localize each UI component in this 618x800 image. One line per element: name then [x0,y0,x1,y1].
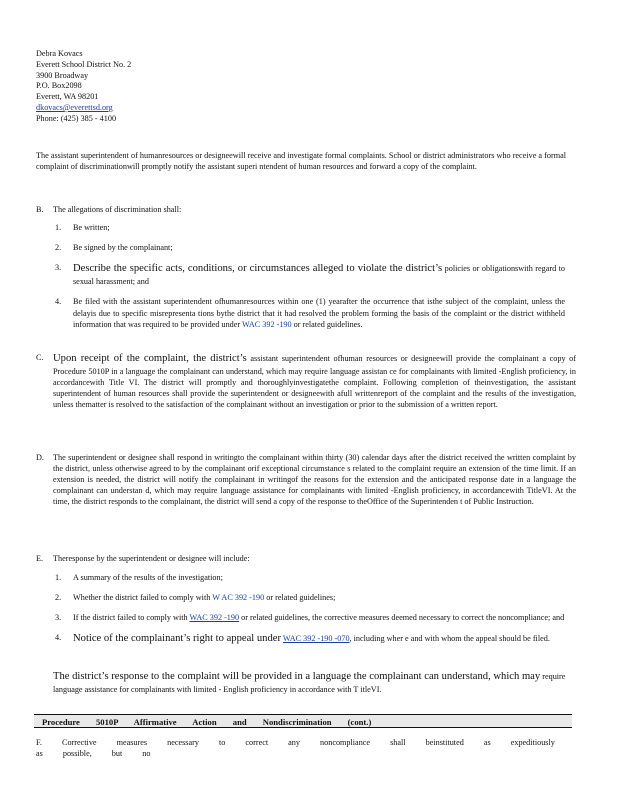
item-tail: or related guidelines. [293,319,363,329]
item-number: 3. [55,263,62,273]
procedure-header-bar: Procedure 5010P Affirmative Action and Nondiscrimination (cont.) [34,714,572,728]
item-lead: Describe the specific acts, conditions, or circumstances alleged to violate the district’s [73,263,443,275]
item-number: 1. [55,573,62,582]
section-c-text [53,352,576,411]
section-d [36,452,576,507]
item-text: A summary of the results of the investigation; [73,573,223,582]
section-c-lead: Upon receipt of the complaint, the district’s [53,353,247,364]
section-letter: C. [36,353,44,362]
contact-name: Debra Kovacs [36,49,83,58]
list-item [55,296,565,329]
section-letter: E. [36,554,44,563]
contact-street: 3900 Broadway [36,70,89,80]
intro-paragraph: The assistant superintendent of humanresources or designeewill receive and investigate formal complaints. School or district administrators who receive a formal complaint of discriminationwill promptly notify the assistant superi ntendent of human resources and forward a copy of the complaint. [36,151,566,172]
item-text [73,296,565,329]
list-item [55,222,565,233]
section-e-closing [53,670,573,695]
section-d-text: The superintendent or designee shall respond in writingto the complainant within thirty (30) calendar days after the district received the written complaint by the district, unless otherwise agreed to by the complainant orif exceptional circumstance s related to the complaint require an extension of the time limit. If an extension is needed, the district will notify the complainant in writingof the reasons for the extension and the anticipated response date in a language the complainant can understan d, which may require language assistance for complainants with limited -English proficiency, in accordancewith TitleVI. At the time, the district responds to the complainant, the district will send a copy of the response to theOffice of the Superintenden t of Public Instruction. [53,453,576,507]
item-tail: or related guidelines, the corrective measures deemed necessary to correct the noncompliance; and [241,613,565,623]
section-c [36,352,576,411]
section-e [36,553,576,564]
item-rest: If the district failed to comply with [73,613,188,623]
item-text [73,632,565,646]
item-number: 1. [55,223,62,232]
section-letter: F. [36,738,42,747]
list-item [55,242,565,253]
section-b-text: The allegations of discrimination shall: [53,205,182,214]
item-text: Be signed by the complainant; [73,243,173,253]
item-rest: Whether the district failed to comply with [73,593,211,603]
list-item [55,632,565,646]
section-b-list [55,222,565,339]
list-item [55,572,565,583]
contact-city: Everett, WA 98201 [36,92,99,102]
contact-email-link[interactable]: dkovacs@everettsd.org [36,102,113,112]
item-number: 3. [55,613,62,623]
item-rest: policies or obligationswith regard to sexual harassment; and [73,264,566,287]
item-number: 4. [55,297,62,307]
contact-district: Everett School District No. 2 [36,59,132,69]
section-c-body: assistant superintendent ofhuman resources or designeewill provide the complainant a copy of Procedure 5010P in a language the complainant can understand, which may require language assistan ce for complainants with limited -English proficiency, in accordancewith Title VI. The district will promptly and thoroughlyinvestigatethe complaint. Following completion of theinvestigation, the assistant superintendent of human resources shall provide the superintendent or designeewith afull writtenreport of the complaint and the results of the investigation, unless thematter is resolved to the satisfaction of the complainant without an investigation or prior to the submission of a written report. [53,354,576,410]
section-f [36,737,576,759]
list-item [55,262,565,287]
section-b [36,204,576,215]
item-number: 2. [55,243,62,253]
item-number: 4. [55,633,62,643]
wac-link[interactable]: WAC 392 -190 -070 [282,634,350,644]
wac-link[interactable]: W AC 392 -190 [212,593,265,603]
item-lead: Notice of the complainant’s right to appeal under [73,633,281,645]
contact-phone: Phone: (425) 385 - 4100 [36,113,117,123]
wac-link[interactable]: WAC 392 -190 [242,319,292,329]
section-e-list [55,572,565,655]
contact-block [36,48,236,124]
section-letter: B. [36,205,44,214]
item-text: Be written; [73,223,110,232]
item-text [73,262,565,287]
item-text [73,612,565,623]
item-text [73,592,565,603]
closing-tail: require language assistance for complainants with limited - English proficiency in accordance with T itleVI. [53,672,566,695]
item-tail: or related guidelines; [266,593,336,603]
closing-lead: The district’s response to the complaint will be provided in a language the complainant can understand, which may [53,671,541,682]
section-letter: D. [36,453,44,462]
list-item [55,592,565,603]
section-e-text: Theresponse by the superintendent or designee will include: [53,554,250,563]
item-tail: , including wher e and with whom the appeal should be filed. [349,634,550,644]
section-f-text: Corrective measures necessary to correct any noncompliance shall beinstituted as expeditiously as possible, but no [36,738,555,759]
wac-link[interactable]: WAC 392 -190 [189,613,240,623]
list-item [55,612,565,623]
item-rest: Be filed with the assistant superintendent ofhumanresources within one (1) yearafter the occurrence that isthe subject of the complaint, unless the delayis due to specific misrepresenta tions bythe district that it had resolved the problem forming the basis of the complaint or the district withheld information that was required to be provided under [73,297,565,329]
contact-po-box: P.O. Box2098 [36,81,82,91]
item-number: 2. [55,593,62,603]
